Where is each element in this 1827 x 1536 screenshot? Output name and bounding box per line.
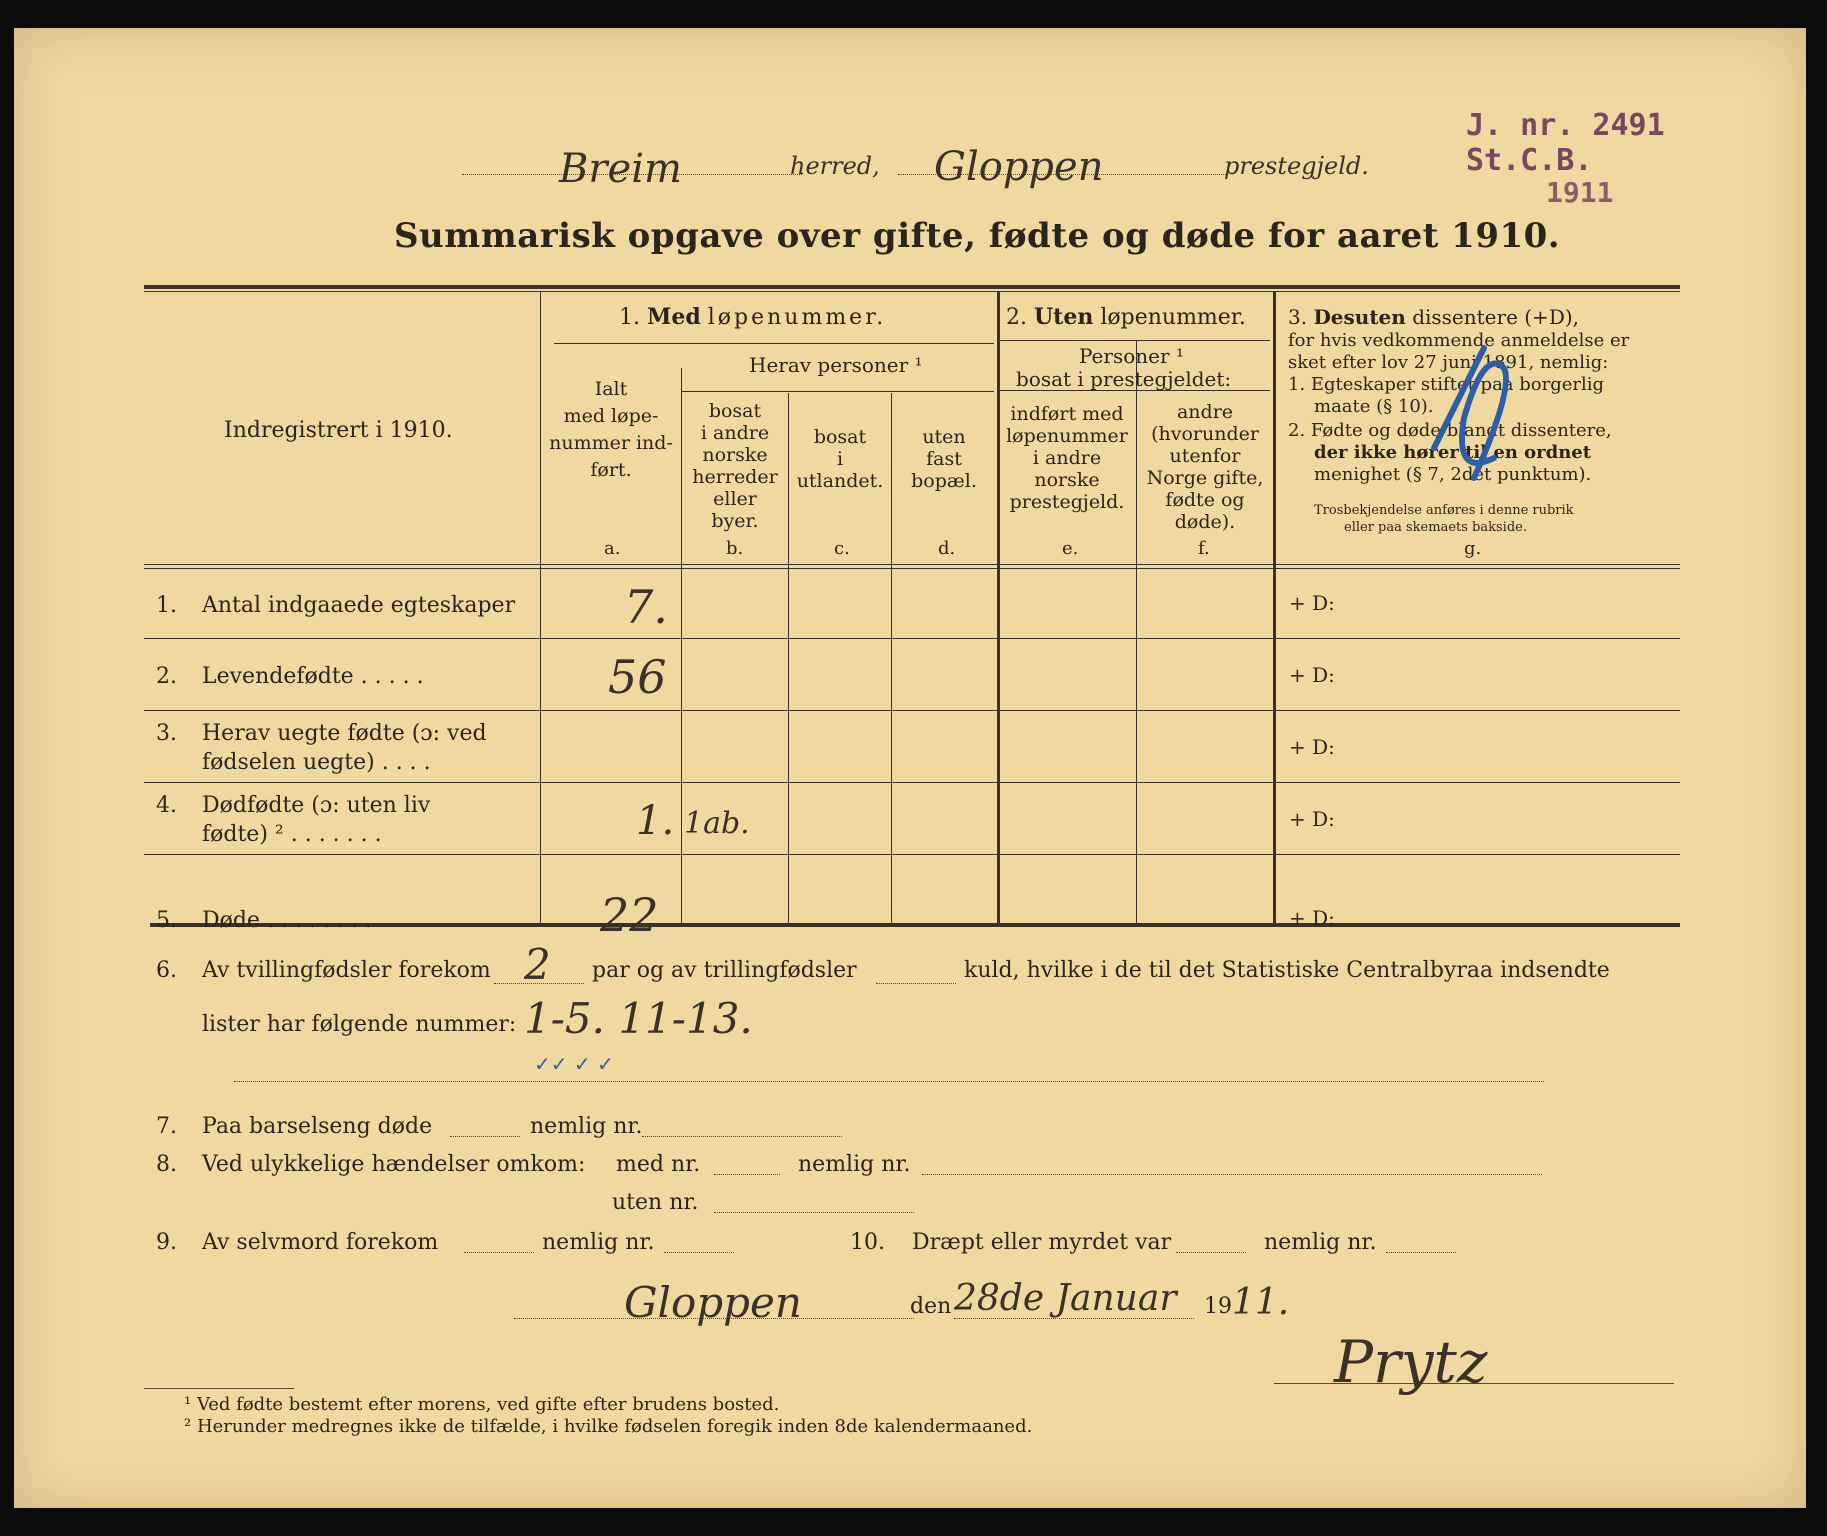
line10-text-b: nemlig nr.	[1264, 1230, 1377, 1255]
col-f-header: andre (hvorunder utenfor Norge gifte, fødte og døde).	[1146, 401, 1264, 533]
herred-handwriting: Breim	[559, 146, 682, 192]
line6-numbers-hand: 1-5. 11-13.	[524, 994, 753, 1043]
date-den: den	[910, 1294, 952, 1319]
group1-rest: løpenummer.	[707, 305, 887, 330]
col-c-header: bosat i utlandet.	[796, 426, 884, 492]
group1-num: 1.	[619, 305, 640, 330]
row-value-a: 1.	[636, 798, 675, 844]
journal-stamp-year: 1911	[1546, 176, 1614, 209]
row-num: 5.	[156, 908, 177, 933]
col-letter-b: b.	[726, 538, 744, 559]
line8-text-b: med nr.	[616, 1152, 701, 1177]
prestegjeld-handwriting: Gloppen	[934, 144, 1104, 190]
line6-text-b: par og av trillingfødsler	[592, 958, 857, 983]
group3-item2c: menighet (§ 7, 2det punktum).	[1314, 464, 1592, 485]
row-num: 4.	[156, 793, 177, 818]
row-value-a: 56	[608, 650, 667, 704]
line9-text-a: Av selvmord forekom	[202, 1230, 439, 1255]
line10-num: 10.	[850, 1230, 885, 1255]
check-marks: ✓✓ ✓ ✓	[534, 1052, 614, 1076]
place-handwriting: Gloppen	[624, 1278, 802, 1327]
signature: Prytz	[1334, 1328, 1488, 1396]
journal-stamp: J. nr. 2491 St.C.B.	[1466, 108, 1665, 178]
row-num: 1.	[156, 593, 177, 618]
group2-bold: Uten	[1034, 304, 1094, 330]
col-letter-g: g.	[1464, 538, 1482, 559]
row-value-b: 1ab.	[684, 806, 750, 841]
col-letter-f: f.	[1198, 538, 1210, 559]
col-a-header: Ialt med løpe- nummer ind- ført.	[549, 378, 673, 481]
group1-bold: Med	[647, 304, 701, 330]
group3-rest: dissentere (+D),	[1412, 305, 1580, 329]
row-dissenter: + D:	[1289, 663, 1335, 687]
col-letter-d: d.	[938, 538, 956, 559]
line10-text-a: Dræpt eller myrdet var	[912, 1230, 1172, 1255]
blue-pencil-mark	[1414, 328, 1534, 508]
group3-note2: eller paa skemaets bakside.	[1344, 520, 1527, 535]
row-label: Herav uegte fødte (ɔ: ved	[202, 721, 487, 746]
group1-header	[619, 304, 886, 330]
footnote-2: ² Herunder medregnes ikke de tilfælde, i hvilke fødselen foregik inden 8de kalendermaaned.	[184, 1416, 1033, 1437]
group3-item1a: 1. Egteskaper stiftet paa borgerlig	[1288, 374, 1605, 395]
line8-num: 8.	[156, 1152, 177, 1177]
row-label: Dødfødte (ɔ: uten liv	[202, 793, 431, 818]
line7-num: 7.	[156, 1114, 177, 1139]
line8-text-c: nemlig nr.	[798, 1152, 911, 1177]
group3-text1: for hvis vedkommende anmeldelse er	[1288, 330, 1630, 351]
group3-text2: sket efter lov 27 juni 1891, nemlig:	[1288, 352, 1609, 373]
row-header-label: Indregistrert i 1910.	[224, 418, 453, 443]
line9-text-b: nemlig nr.	[542, 1230, 655, 1255]
year-handwriting: 11.	[1232, 1282, 1290, 1323]
prestegjeld-label: prestegjeld.	[1224, 152, 1369, 180]
census-form-page	[14, 28, 1806, 1508]
line8-text-d: uten nr.	[612, 1190, 699, 1215]
row-dissenter: + D:	[1289, 807, 1335, 831]
row-dissenter: + D:	[1289, 735, 1335, 759]
line6-twins-hand: 2	[524, 940, 551, 989]
col-b-header: bosat i andre norske herreder eller byer.	[692, 400, 778, 532]
row-value-a: 22	[600, 888, 659, 942]
row-num: 2.	[156, 664, 177, 689]
bosat-prestegjeld-header: bosat i prestegjeldet:	[1016, 367, 1232, 391]
date-handwriting: 28de Januar	[954, 1278, 1177, 1319]
line9-num: 9.	[156, 1230, 177, 1255]
group2-num: 2.	[1006, 305, 1027, 330]
row-label: Døde . . . . . . . .	[202, 908, 372, 933]
group3-note1: Trosbekjendelse anføres i denne rubrik	[1314, 503, 1574, 518]
group3-bold: Desuten	[1313, 305, 1406, 329]
group3-item2a: 2. Fødte og døde blandt dissentere,	[1288, 420, 1612, 441]
line6-num: 6.	[156, 958, 177, 983]
col-letter-e: e.	[1062, 538, 1079, 559]
col-d-header: uten fast bopæl.	[911, 426, 977, 492]
group2-header	[1006, 304, 1246, 330]
row-label: Levendefødte . . . . .	[202, 664, 424, 689]
group3-num: 3.	[1288, 305, 1308, 329]
group3-header	[1288, 305, 1579, 329]
line6-text-a: Av tvillingfødsler forekom	[202, 958, 491, 983]
line6-text-c: kuld, hvilke i de til det Statistiske Centralbyraa indsendte	[964, 958, 1610, 983]
herav-header: Herav personer ¹	[749, 353, 923, 377]
herred-label: herred,	[790, 152, 880, 180]
form-title: Summarisk opgave over gifte, fødte og døde for aaret 1910.	[394, 216, 1561, 256]
row-label-2: fødselen uegte) . . . .	[202, 750, 431, 775]
row-num: 3.	[156, 721, 177, 746]
group3-item2b: der ikke hører til en ordnet	[1314, 442, 1592, 463]
row-dissenter: + D:	[1289, 591, 1335, 615]
row-label-2: fødte) ² . . . . . . .	[202, 822, 382, 847]
line7-text-a: Paa barselseng døde	[202, 1114, 433, 1139]
line8-text-a: Ved ulykkelige hændelser omkom:	[202, 1152, 586, 1177]
personer-header: Personer ¹	[1079, 344, 1184, 368]
group2-rest: løpenummer.	[1100, 305, 1246, 330]
col-letter-a: a.	[604, 538, 621, 559]
row-label: Antal indgaaede egteskaper	[202, 593, 516, 618]
col-letter-c: c.	[834, 538, 850, 559]
year-prefix: 19	[1204, 1294, 1232, 1319]
row-dissenter: + D:	[1289, 906, 1335, 930]
col-e-header: indført med løpenummer i andre norske prestegjeld.	[1006, 403, 1128, 513]
line6-text-d: lister har følgende nummer:	[202, 1012, 517, 1037]
row-value-a: 7.	[624, 580, 668, 634]
group3-item1b: maate (§ 10).	[1314, 396, 1434, 417]
footnote-1: ¹ Ved fødte bestemt efter morens, ved gifte efter brudens bosted.	[184, 1394, 780, 1415]
line7-text-b: nemlig nr.	[530, 1114, 643, 1139]
